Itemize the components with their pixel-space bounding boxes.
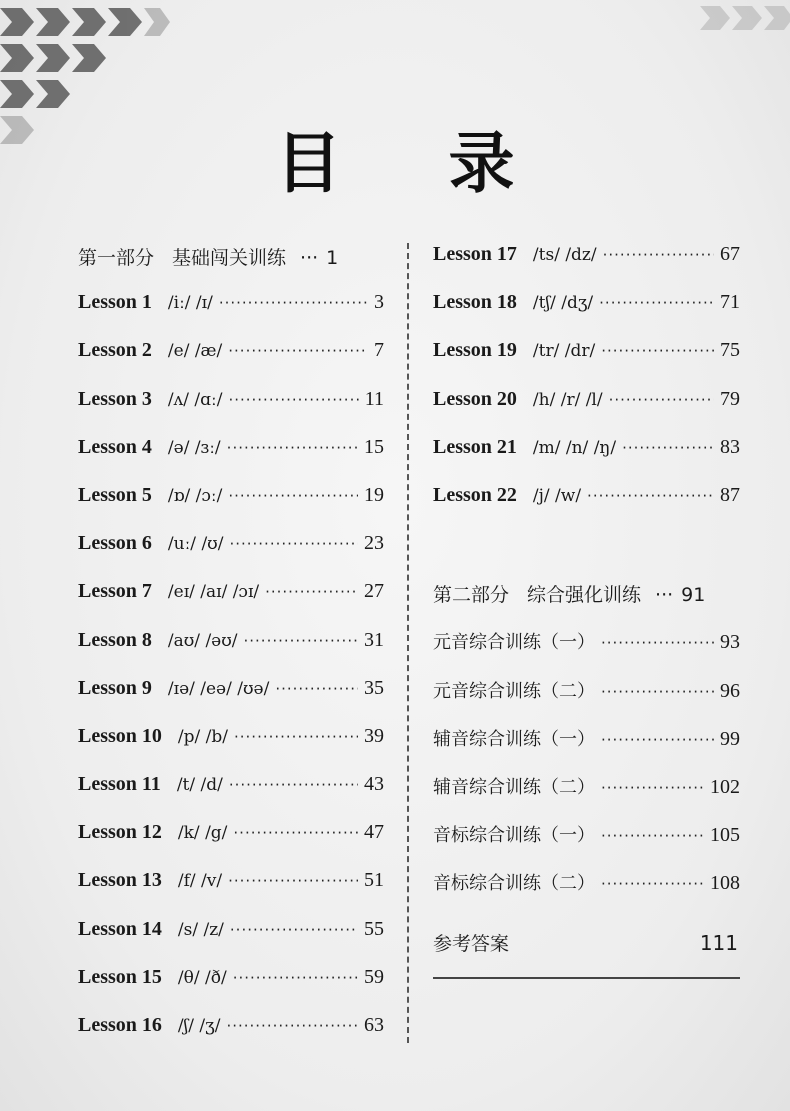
section-page: 102 (710, 775, 740, 798)
lesson-page: 7 (374, 339, 384, 362)
dot-leader (233, 824, 358, 842)
lesson-label: Lesson 10 (78, 724, 162, 747)
lesson-phonemes: /ɒ/ /ɔː/ (167, 485, 223, 506)
toc-entry-lesson[interactable] (78, 436, 384, 484)
toc-entry-lesson[interactable] (433, 388, 740, 436)
lesson-page: 31 (364, 628, 384, 651)
lesson-page: 83 (720, 435, 740, 458)
lesson-phonemes: /t/ /d/ (176, 775, 223, 796)
dot-leader (603, 246, 714, 264)
toc-entry-lesson[interactable] (433, 243, 740, 291)
lesson-label: Lesson 17 (433, 243, 517, 265)
toc-entry-lesson[interactable] (78, 773, 384, 821)
dot-leader (228, 391, 358, 409)
section-label: 音标综合训练（一） (433, 825, 595, 847)
section-page: 108 (710, 872, 740, 895)
lesson-phonemes: /s/ /z/ (177, 919, 224, 940)
toc-entry-lesson[interactable] (78, 532, 384, 580)
lesson-label: Lesson 5 (78, 483, 152, 506)
toc-left-column (78, 243, 384, 1062)
toc-right-column (433, 243, 740, 979)
dot-leader (227, 439, 358, 457)
lesson-page: 63 (364, 1014, 384, 1036)
toc-entry-lesson[interactable] (78, 629, 384, 677)
toc-entry-section[interactable] (433, 725, 740, 773)
section-label: 辅音综合训练（一） (433, 728, 595, 750)
lesson-page: 55 (364, 917, 384, 940)
lesson-phonemes: /ə/ /ɜː/ (167, 437, 221, 458)
lesson-label: Lesson 11 (78, 773, 161, 796)
dot-leader (230, 921, 358, 939)
toc-entry-lesson[interactable] (78, 291, 384, 339)
section-page: 93 (720, 631, 740, 654)
lesson-label: Lesson 15 (78, 965, 162, 988)
lesson-label: Lesson 12 (78, 821, 162, 844)
lesson-phonemes: /uː/ /ʊ/ (167, 534, 224, 555)
lesson-label: Lesson 8 (78, 628, 152, 651)
dot-leader (233, 969, 358, 987)
lesson-page: 35 (364, 676, 384, 699)
lesson-page: 79 (720, 387, 740, 410)
dot-leader (228, 487, 358, 505)
lesson-label: Lesson 13 (78, 869, 162, 892)
lesson-page: 87 (720, 483, 740, 506)
toc-entry-lesson[interactable] (433, 484, 740, 532)
lesson-label: Lesson 21 (433, 435, 517, 458)
part-name: 综合强化训练 (527, 584, 642, 607)
lesson-phonemes: /p/ /b/ (177, 726, 228, 747)
toc-entry-lesson[interactable] (78, 388, 384, 436)
part-page: 1 (326, 247, 339, 269)
lesson-page: 11 (364, 387, 384, 410)
toc-entry-lesson[interactable] (78, 821, 384, 869)
lesson-label: Lesson 22 (433, 483, 517, 506)
lesson-label: Lesson 9 (78, 676, 152, 699)
dot-leader (228, 342, 368, 360)
dot-leader (229, 535, 358, 553)
section-label: 元音综合训练（二） (433, 680, 595, 702)
lesson-phonemes: /aʊ/ /əʊ/ (167, 630, 238, 651)
toc-entry-answers[interactable] (433, 929, 740, 979)
lesson-label: Lesson 4 (78, 435, 152, 458)
toc-entry-lesson[interactable] (433, 291, 740, 339)
spacer (433, 532, 740, 580)
toc-entry-lesson[interactable] (433, 339, 740, 387)
section-page: 96 (720, 679, 740, 702)
lesson-page: 71 (720, 291, 740, 314)
toc-entry-lesson[interactable] (433, 436, 740, 484)
toc-entry-lesson[interactable] (78, 484, 384, 532)
lesson-phonemes: /j/ /w/ (532, 485, 582, 506)
dot-leader (599, 294, 714, 312)
lesson-phonemes: /ts/ /dz/ (532, 245, 597, 265)
lesson-label: Lesson 14 (78, 917, 162, 940)
lesson-page: 39 (364, 724, 384, 747)
dot-leader (601, 634, 714, 652)
lesson-page: 51 (364, 869, 384, 892)
lesson-label: Lesson 16 (78, 1014, 162, 1036)
toc-entry-lesson[interactable] (78, 966, 384, 1014)
part-label: 第二部分 (433, 584, 510, 607)
lesson-page: 15 (364, 435, 384, 458)
lesson-page: 47 (364, 821, 384, 844)
lesson-phonemes: /k/ /g/ (177, 823, 228, 844)
lesson-phonemes: /θ/ /ð/ (177, 967, 227, 988)
lesson-page: 27 (364, 580, 384, 603)
section-page: 99 (720, 727, 740, 750)
toc-entry-lesson[interactable] (78, 918, 384, 966)
lesson-label: Lesson 2 (78, 339, 152, 362)
toc-entry-section[interactable] (433, 773, 740, 821)
lesson-label: Lesson 19 (433, 339, 517, 362)
toc-entry-lesson[interactable] (78, 339, 384, 387)
lesson-label: Lesson 6 (78, 532, 152, 555)
dot-leader (601, 875, 704, 893)
lesson-page: 67 (720, 243, 740, 265)
lesson-phonemes: /ʃ/ /ʒ/ (177, 1016, 221, 1036)
dot-leader (622, 439, 714, 457)
dot-leader (601, 731, 714, 749)
lesson-phonemes: /m/ /n/ /ŋ/ (532, 437, 617, 458)
lesson-phonemes: /h/ /r/ /l/ (532, 389, 603, 410)
dot-leader (226, 1017, 358, 1035)
lesson-phonemes: /f/ /v/ (177, 871, 223, 892)
dot-leader (265, 583, 358, 601)
dot-leader (228, 872, 358, 890)
lesson-label: Lesson 3 (78, 387, 152, 410)
lesson-phonemes: /e/ /æ/ (167, 341, 223, 362)
lesson-phonemes: /eɪ/ /aɪ/ /ɔɪ/ (167, 582, 260, 603)
part-leader: ··· (300, 247, 319, 269)
toc-entry-lesson[interactable] (78, 677, 384, 725)
dot-leader (601, 683, 714, 701)
part-label: 第一部分 (78, 247, 155, 269)
lesson-label: Lesson 18 (433, 291, 517, 314)
dot-leader (587, 487, 714, 505)
section-page: 105 (710, 824, 740, 847)
dot-leader (609, 391, 714, 409)
toc-entry-section[interactable] (433, 628, 740, 676)
lesson-page: 3 (374, 291, 384, 314)
lesson-page: 19 (364, 483, 384, 506)
lesson-page: 23 (364, 532, 384, 555)
section-label: 辅音综合训练（二） (433, 776, 595, 798)
lesson-label: Lesson 7 (78, 580, 152, 603)
dot-leader (244, 632, 359, 650)
lesson-phonemes: /tʃ/ /dʒ/ (532, 293, 594, 314)
column-divider (407, 243, 409, 1043)
lesson-page: 75 (720, 339, 740, 362)
section-label: 元音综合训练（一） (433, 632, 595, 654)
toc-entry-lesson[interactable] (78, 1014, 384, 1062)
lesson-phonemes: /ʌ/ /ɑː/ (167, 389, 223, 410)
answers-page: 111 (699, 931, 738, 956)
lesson-label: Lesson 1 (78, 291, 152, 314)
part-one-heading[interactable] (78, 243, 384, 291)
toc-entry-section[interactable] (433, 677, 740, 725)
page-title: 目 录 (275, 125, 557, 202)
lesson-page: 43 (364, 773, 384, 796)
toc-entry-section[interactable] (433, 869, 740, 917)
corner-decoration-icon (640, 0, 790, 60)
section-label: 音标综合训练（二） (433, 873, 595, 895)
dot-leader (234, 728, 358, 746)
answers-label: 参考答案 (433, 933, 510, 956)
dot-leader (601, 827, 704, 845)
toc-entry-lesson[interactable] (78, 725, 384, 773)
lesson-phonemes: /iː/ /ɪ/ (167, 293, 213, 314)
lesson-phonemes: /tr/ /dr/ (532, 341, 596, 362)
lesson-label: Lesson 20 (433, 387, 517, 410)
part-page: 91 (681, 584, 706, 607)
part-leader: ··· (655, 584, 674, 607)
lesson-page: 59 (364, 965, 384, 988)
dot-leader (601, 779, 704, 797)
dot-leader (275, 680, 358, 698)
part-two-heading[interactable] (433, 580, 740, 628)
part-name: 基础闯关训练 (172, 247, 287, 269)
toc-entry-section[interactable] (433, 821, 740, 869)
toc-entry-lesson[interactable] (78, 580, 384, 628)
dot-leader (229, 776, 358, 794)
dot-leader (601, 342, 714, 360)
toc-entry-lesson[interactable] (78, 869, 384, 917)
dot-leader (219, 294, 368, 312)
lesson-phonemes: /ɪə/ /eə/ /ʊə/ (167, 678, 270, 699)
